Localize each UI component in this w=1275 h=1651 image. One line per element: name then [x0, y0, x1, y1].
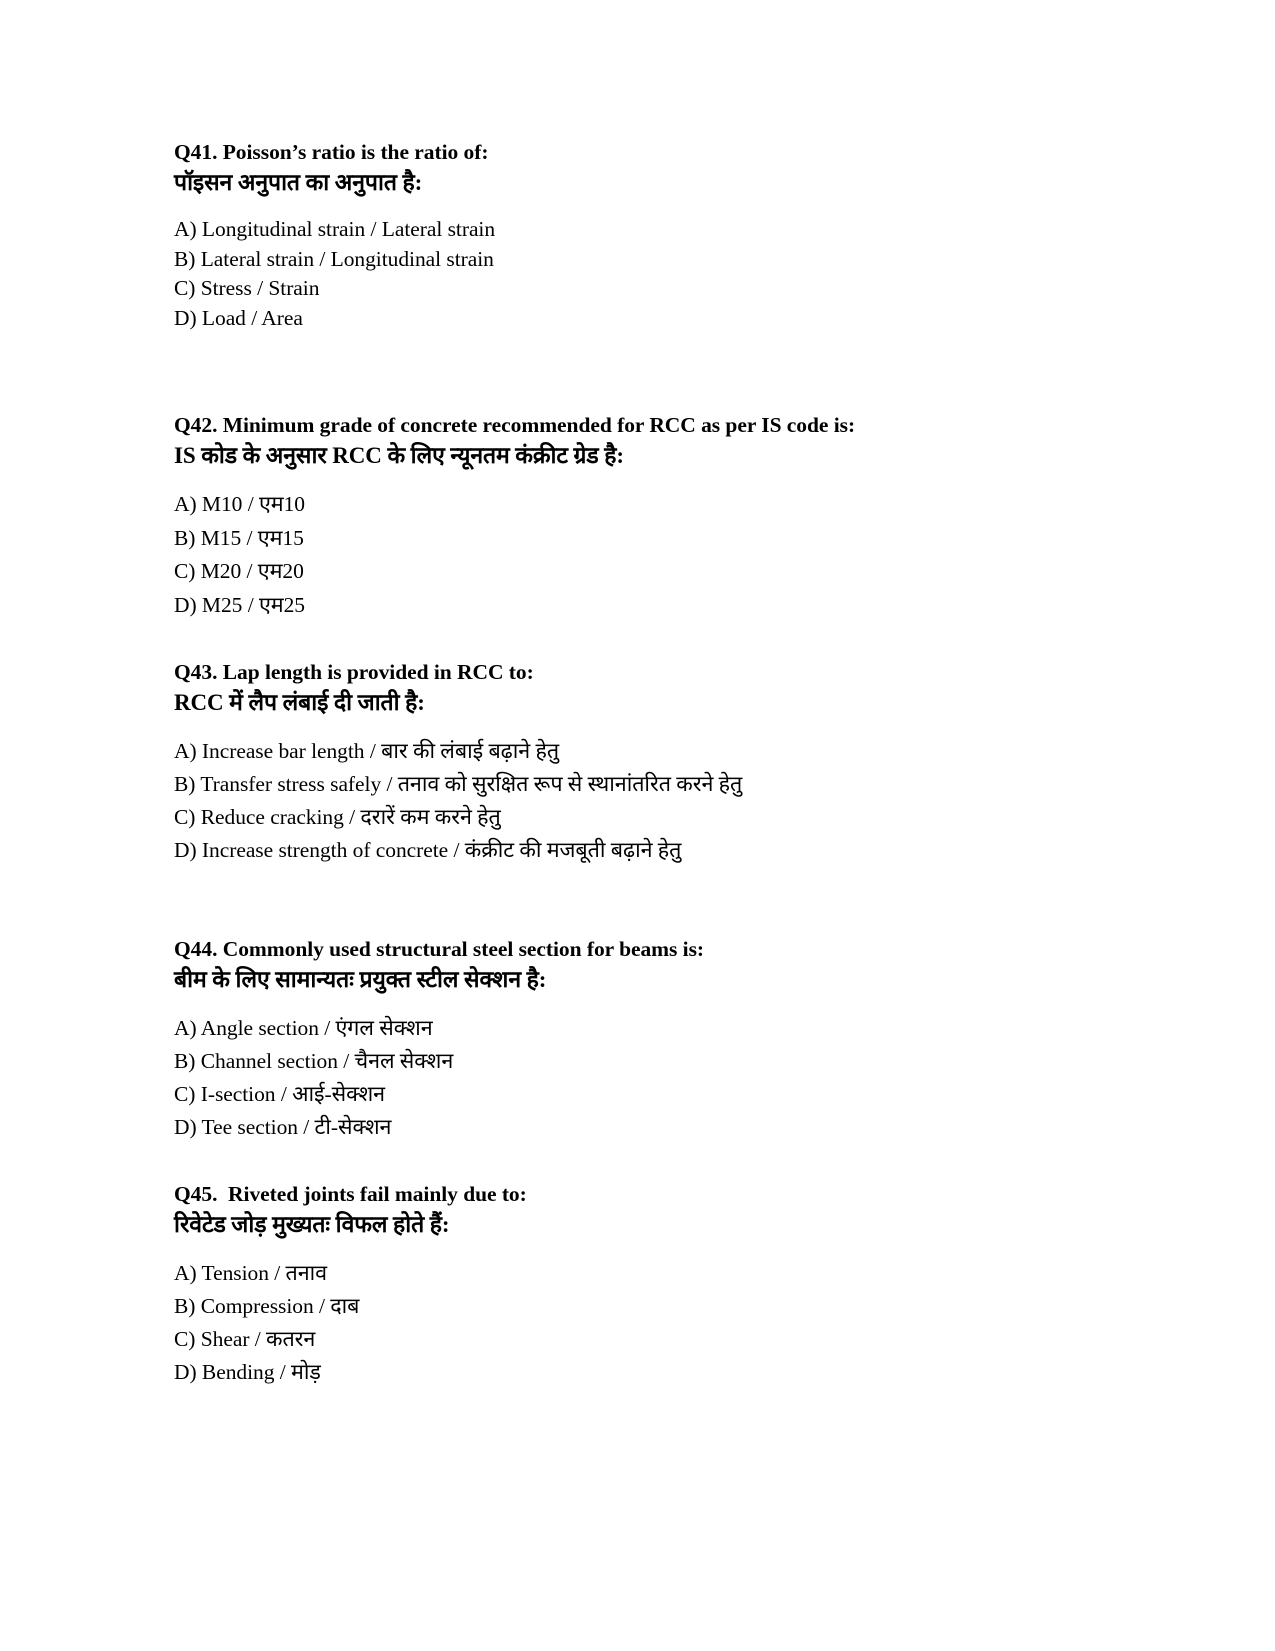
- option-item[interactable]: D) Increase strength of concrete / कंक्रीट की मजबूती बढ़ाने हेतु: [174, 838, 682, 862]
- question-heading-english: Q45. Riveted joints fail mainly due to:: [174, 1182, 527, 1206]
- option-item[interactable]: A) M10 / एम10: [174, 492, 305, 516]
- question-heading-english: Q42. Minimum grade of concrete recommended for RCC as per IS code is:: [174, 413, 856, 437]
- question-heading-hindi: RCC में लैप लंबाई दी जाती है:: [174, 690, 425, 715]
- option-item[interactable]: B) Channel section / चैनल सेक्शन: [174, 1049, 454, 1073]
- option-list-q44: [174, 1012, 1114, 1144]
- question-heading-hindi: रिवेटेड जोड़ मुख्यतः विफल होते हैं:: [174, 1212, 450, 1237]
- question-block-q44: [174, 935, 1114, 1144]
- question-block-q41: [174, 138, 1114, 333]
- option-item[interactable]: A) Angle section / एंगल सेक्शन: [174, 1016, 433, 1040]
- option-item[interactable]: A) Increase bar length / बार की लंबाई बढ़ाने हेतु: [174, 739, 560, 763]
- option-item[interactable]: D) Bending / मोड़: [174, 1360, 321, 1384]
- option-item[interactable]: B) Compression / दाब: [174, 1294, 360, 1318]
- option-item[interactable]: C) M20 / एम20: [174, 559, 304, 583]
- option-item[interactable]: C) Shear / कतरन: [174, 1327, 316, 1351]
- question-heading-hindi: पॉइसन अनुपात का अनुपात है:: [174, 170, 423, 195]
- option-item[interactable]: D) Load / Area: [174, 305, 303, 330]
- option-item[interactable]: C) I-section / आई-सेक्शन: [174, 1082, 386, 1106]
- question-list: [174, 138, 1114, 1389]
- option-item[interactable]: B) M15 / एम15: [174, 525, 304, 550]
- block-spacer: [174, 867, 1114, 935]
- question-heading-hindi: बीम के लिए सामान्यतः प्रयुक्त स्टील सेक्शन है:: [174, 967, 547, 992]
- block-spacer: [174, 333, 1114, 411]
- option-item[interactable]: B) Transfer stress safely / तनाव को सुरक्षित रूप से स्थानांतरित करने हेतु: [174, 772, 743, 796]
- option-list-q41: [174, 215, 1114, 333]
- question-heading-english: Q43. Lap length is provided in RCC to:: [174, 660, 534, 684]
- question-heading-hindi: IS कोड के अनुसार RCC के लिए न्यूनतम कंक्रीट ग्रेड है:: [174, 443, 624, 468]
- option-list-q42: [174, 488, 1114, 622]
- question-block-q43: [174, 658, 1114, 867]
- question-block-q45: [174, 1180, 1114, 1389]
- block-spacer: [174, 622, 1114, 658]
- option-item[interactable]: C) Reduce cracking / दरारें कम करने हेतु: [174, 805, 501, 829]
- option-item[interactable]: D) M25 / एम25: [174, 592, 305, 617]
- option-item[interactable]: B) Lateral strain / Longitudinal strain: [174, 246, 494, 271]
- question-block-q42: [174, 411, 1114, 622]
- question-heading-english: Q44. Commonly used structural steel section for beams is:: [174, 937, 705, 961]
- option-item[interactable]: A) Tension / तनाव: [174, 1261, 328, 1285]
- option-item[interactable]: C) Stress / Strain: [174, 276, 320, 300]
- option-item[interactable]: D) Tee section / टी-सेक्शन: [174, 1115, 392, 1139]
- block-spacer: [174, 1144, 1114, 1180]
- question-heading-english: Q41. Poisson’s ratio is the ratio of:: [174, 140, 489, 164]
- option-list-q45: [174, 1257, 1114, 1389]
- option-item[interactable]: A) Longitudinal strain / Lateral strain: [174, 217, 496, 241]
- option-list-q43: [174, 735, 1114, 867]
